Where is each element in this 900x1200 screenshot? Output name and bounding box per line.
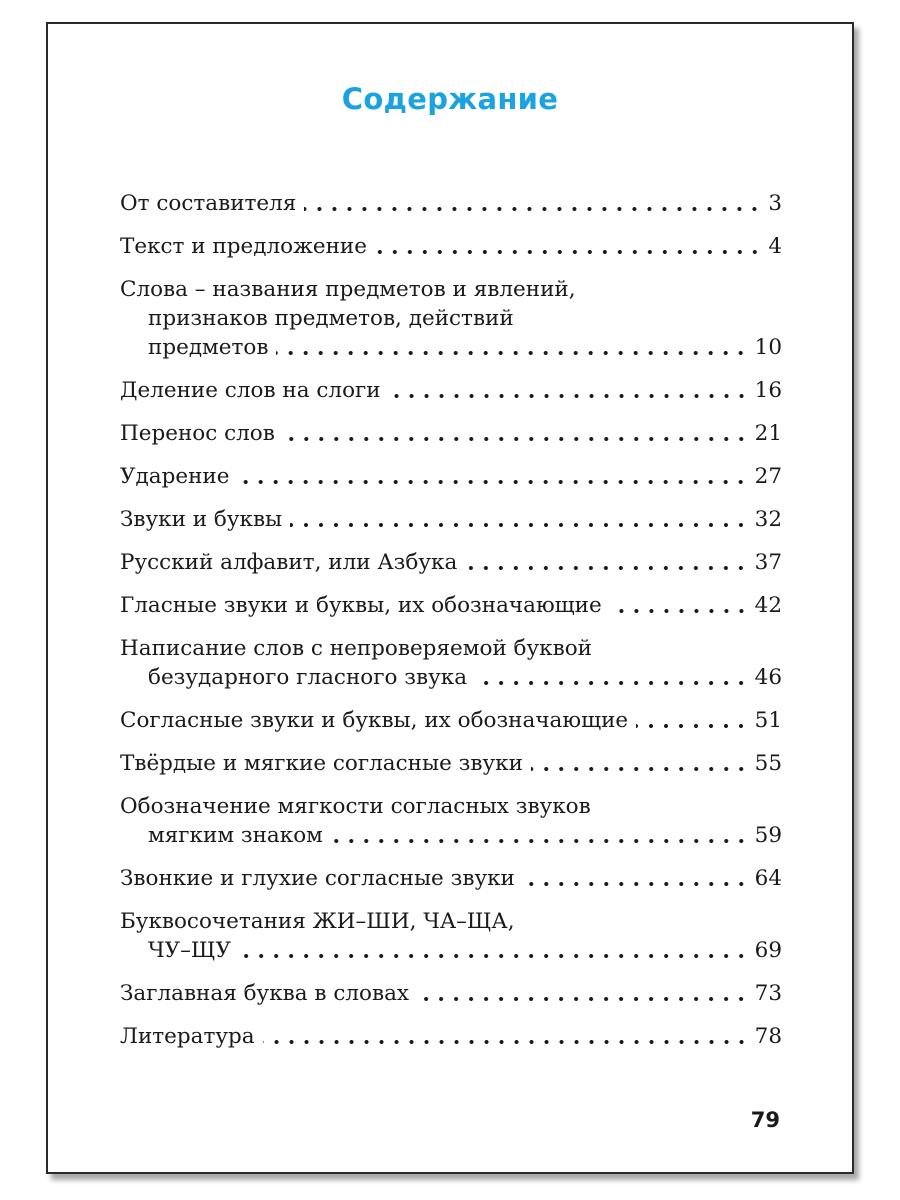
dot-leader — [389, 393, 749, 399]
toc-entry — [120, 376, 782, 405]
dot-leader — [610, 608, 749, 614]
dot-leader — [237, 479, 748, 485]
page-title: Содержание — [341, 82, 559, 116]
toc-entry-line — [120, 232, 782, 261]
dot-leader — [531, 766, 749, 772]
toc-entry-line — [120, 591, 782, 620]
toc-entry-line — [120, 376, 782, 405]
toc-entry — [120, 275, 782, 362]
toc-entry-page: 3 — [768, 191, 782, 216]
toc-entry-title: Литература — [120, 1024, 255, 1049]
toc-entry-line — [120, 979, 782, 1008]
toc-entry-page: 64 — [754, 866, 782, 891]
toc-entry-line — [120, 462, 782, 491]
dot-leader — [263, 1039, 749, 1045]
toc-entry-page: 73 — [754, 981, 782, 1006]
toc-entry-page: 37 — [754, 550, 782, 575]
toc-entry-line — [120, 936, 782, 965]
dot-leader — [304, 206, 762, 212]
toc-entry-title: Деление слов на слоги — [120, 378, 381, 403]
toc-entry — [120, 591, 782, 620]
toc-entry-title: Буквосочетания ЖИ–ШИ, ЧА–ЩА, — [120, 909, 515, 934]
toc-entry-page: 32 — [754, 507, 782, 532]
toc-entry-page: 78 — [754, 1024, 782, 1049]
dot-leader — [417, 996, 749, 1002]
dot-leader — [276, 350, 748, 356]
toc-entry-title: От составителя — [120, 191, 297, 216]
toc-entry-line — [120, 1022, 782, 1051]
toc-entry — [120, 548, 782, 577]
toc-entry-line — [120, 821, 782, 850]
toc-entry-line — [120, 663, 782, 692]
toc-entry-title: Текст и предложение — [120, 234, 367, 259]
toc-entry-line — [120, 419, 782, 448]
toc-entry-page: 4 — [768, 234, 782, 259]
toc-entry-title: Слова – названия предметов и явлений, — [120, 277, 576, 302]
dot-leader — [465, 565, 748, 571]
dot-leader — [283, 436, 749, 442]
toc-entry-title: предметов — [148, 335, 269, 360]
toc-entry-line — [120, 548, 782, 577]
toc-entry-line — [120, 275, 782, 304]
toc-entry-title: Согласные звуки и буквы, их обозначающие — [120, 708, 629, 733]
dot-leader — [636, 723, 749, 729]
toc-entry — [120, 706, 782, 735]
toc-entry-title: Заглавная буква в словах — [120, 981, 410, 1006]
toc-entry — [120, 907, 782, 965]
toc-entry-title: безударного гласного звука — [148, 665, 468, 690]
toc-entry-line — [120, 792, 782, 821]
toc-entry-title: Звонкие и глухие согласные звуки — [120, 866, 515, 891]
toc-entry-line — [120, 189, 782, 218]
dot-leader — [331, 838, 749, 844]
toc-entry-page: 16 — [754, 378, 782, 403]
dot-leader — [239, 953, 749, 959]
toc-entry — [120, 419, 782, 448]
toc-entry-line — [120, 333, 782, 362]
page-number: 79 — [750, 1108, 780, 1132]
toc-entry-line — [120, 706, 782, 735]
toc-entry — [120, 189, 782, 218]
toc-entry — [120, 1022, 782, 1051]
toc-entry-line — [120, 864, 782, 893]
book-page — [46, 22, 854, 1174]
toc-entry-title: Звуки и буквы — [120, 507, 283, 532]
toc-entry-title: Русский алфавит, или Азбука — [120, 550, 458, 575]
toc-entry-title: признаков предметов, действий — [148, 306, 514, 331]
toc-entry-page: 21 — [754, 421, 782, 446]
toc-entry-title: мягким знаком — [148, 823, 323, 848]
toc-entry-line — [120, 505, 782, 534]
toc-entry-page: 10 — [754, 335, 782, 360]
toc-entry-page: 69 — [754, 938, 782, 963]
toc-entry-line — [120, 749, 782, 778]
toc-entry — [120, 232, 782, 261]
toc-entry-page: 46 — [754, 665, 782, 690]
toc-entry — [120, 634, 782, 692]
toc-entry-page: 51 — [754, 708, 782, 733]
dot-leader — [475, 680, 749, 686]
toc-entry-page: 42 — [754, 593, 782, 618]
toc-entry — [120, 792, 782, 850]
table-of-contents — [120, 189, 782, 1065]
toc-entry — [120, 462, 782, 491]
toc-entry-line — [120, 634, 782, 663]
toc-entry — [120, 505, 782, 534]
toc-entry-title: Твёрдые и мягкие согласные звуки — [120, 751, 523, 776]
toc-entry-line — [120, 304, 782, 333]
toc-entry — [120, 979, 782, 1008]
toc-entry-line — [120, 907, 782, 936]
toc-entry-page: 59 — [754, 823, 782, 848]
toc-entry-page: 55 — [754, 751, 782, 776]
toc-entry-title: Ударение — [120, 464, 230, 489]
toc-entry — [120, 864, 782, 893]
toc-entry-title: Обозначение мягкости согласных звуков — [120, 794, 591, 819]
toc-entry-page: 27 — [754, 464, 782, 489]
dot-leader — [523, 881, 749, 887]
toc-entry-title: Написание слов с непроверяемой буквой — [120, 636, 592, 661]
toc-entry-title: ЧУ–ЩУ — [148, 938, 231, 963]
toc-entry — [120, 749, 782, 778]
dot-leader — [375, 249, 762, 255]
toc-entry-title: Гласные звуки и буквы, их обозначающие — [120, 593, 602, 618]
dot-leader — [290, 522, 748, 528]
toc-entry-title: Перенос слов — [120, 421, 275, 446]
